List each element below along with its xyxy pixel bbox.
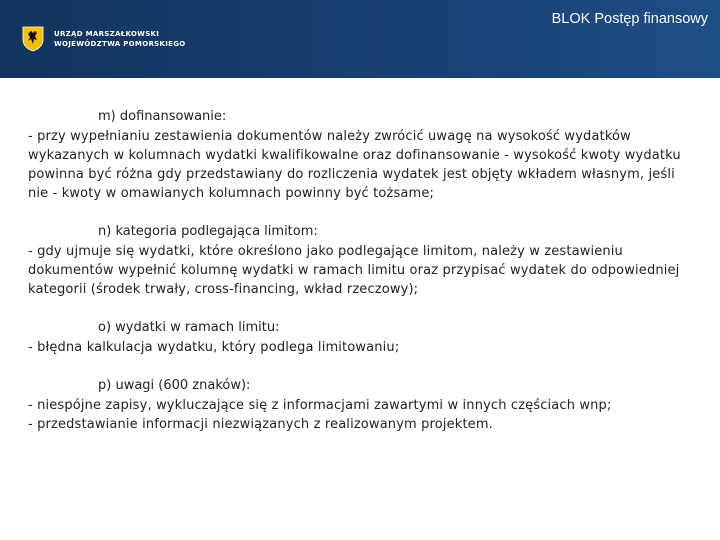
section-uwagi [28, 376, 688, 434]
logo [22, 26, 186, 52]
section-heading: n) kategoria podlegająca limitom: [98, 224, 318, 239]
header-bar [0, 0, 720, 78]
header-title: BLOK Postęp finansowy [551, 11, 708, 27]
section-text: - błędna kalkulacja wydatku, który podlega limitowaniu; [28, 340, 400, 355]
section-kategoria-limitom [28, 222, 688, 299]
section-text-line2: - przedstawianie informacji niezwiązanych z realizowanym projektem. [28, 417, 493, 432]
section-heading: p) uwagi (600 znaków): [98, 378, 251, 393]
section-wydatki-limitu [28, 318, 688, 357]
section-heading: m) dofinansowanie: [98, 109, 227, 124]
section-heading: o) wydatki w ramach limitu: [98, 320, 280, 335]
coat-of-arms-icon [22, 26, 44, 52]
section-dofinansowanie [28, 107, 688, 203]
logo-line1: URZĄD MARSZAŁKOWSKI [54, 30, 160, 38]
content [28, 107, 688, 453]
section-text-line1: - niespójne zapisy, wykluczające się z informacjami zawartymi w innych częściach wnp; [28, 398, 612, 413]
section-text: - przy wypełnianiu zestawienia dokumentów należy zwrócić uwagę na wysokość wydatków wykazanych w kolumnach wydatki kwalifikowalne oraz dofinansowanie - wysokość kwoty wydatku powinna być różna gdy przedstawiany do rozliczenia wydatek jest objęty wkładem własnym, jeśli nie - kwoty w omawianych kolumnach powinny być tożsame; [28, 129, 681, 201]
logo-line2: WOJEWÓDZTWA POMORSKIEGO [54, 40, 186, 48]
section-text: - gdy ujmuje się wydatki, które określono jako podlegające limitom, należy w zestawieniu dokumentów wypełnić kolumnę wydatki w ramach limitu oraz przypisać wydatek do odpowiedniej kategorii (środek trwały, cross-financing, wkład rzeczowy); [28, 244, 680, 297]
